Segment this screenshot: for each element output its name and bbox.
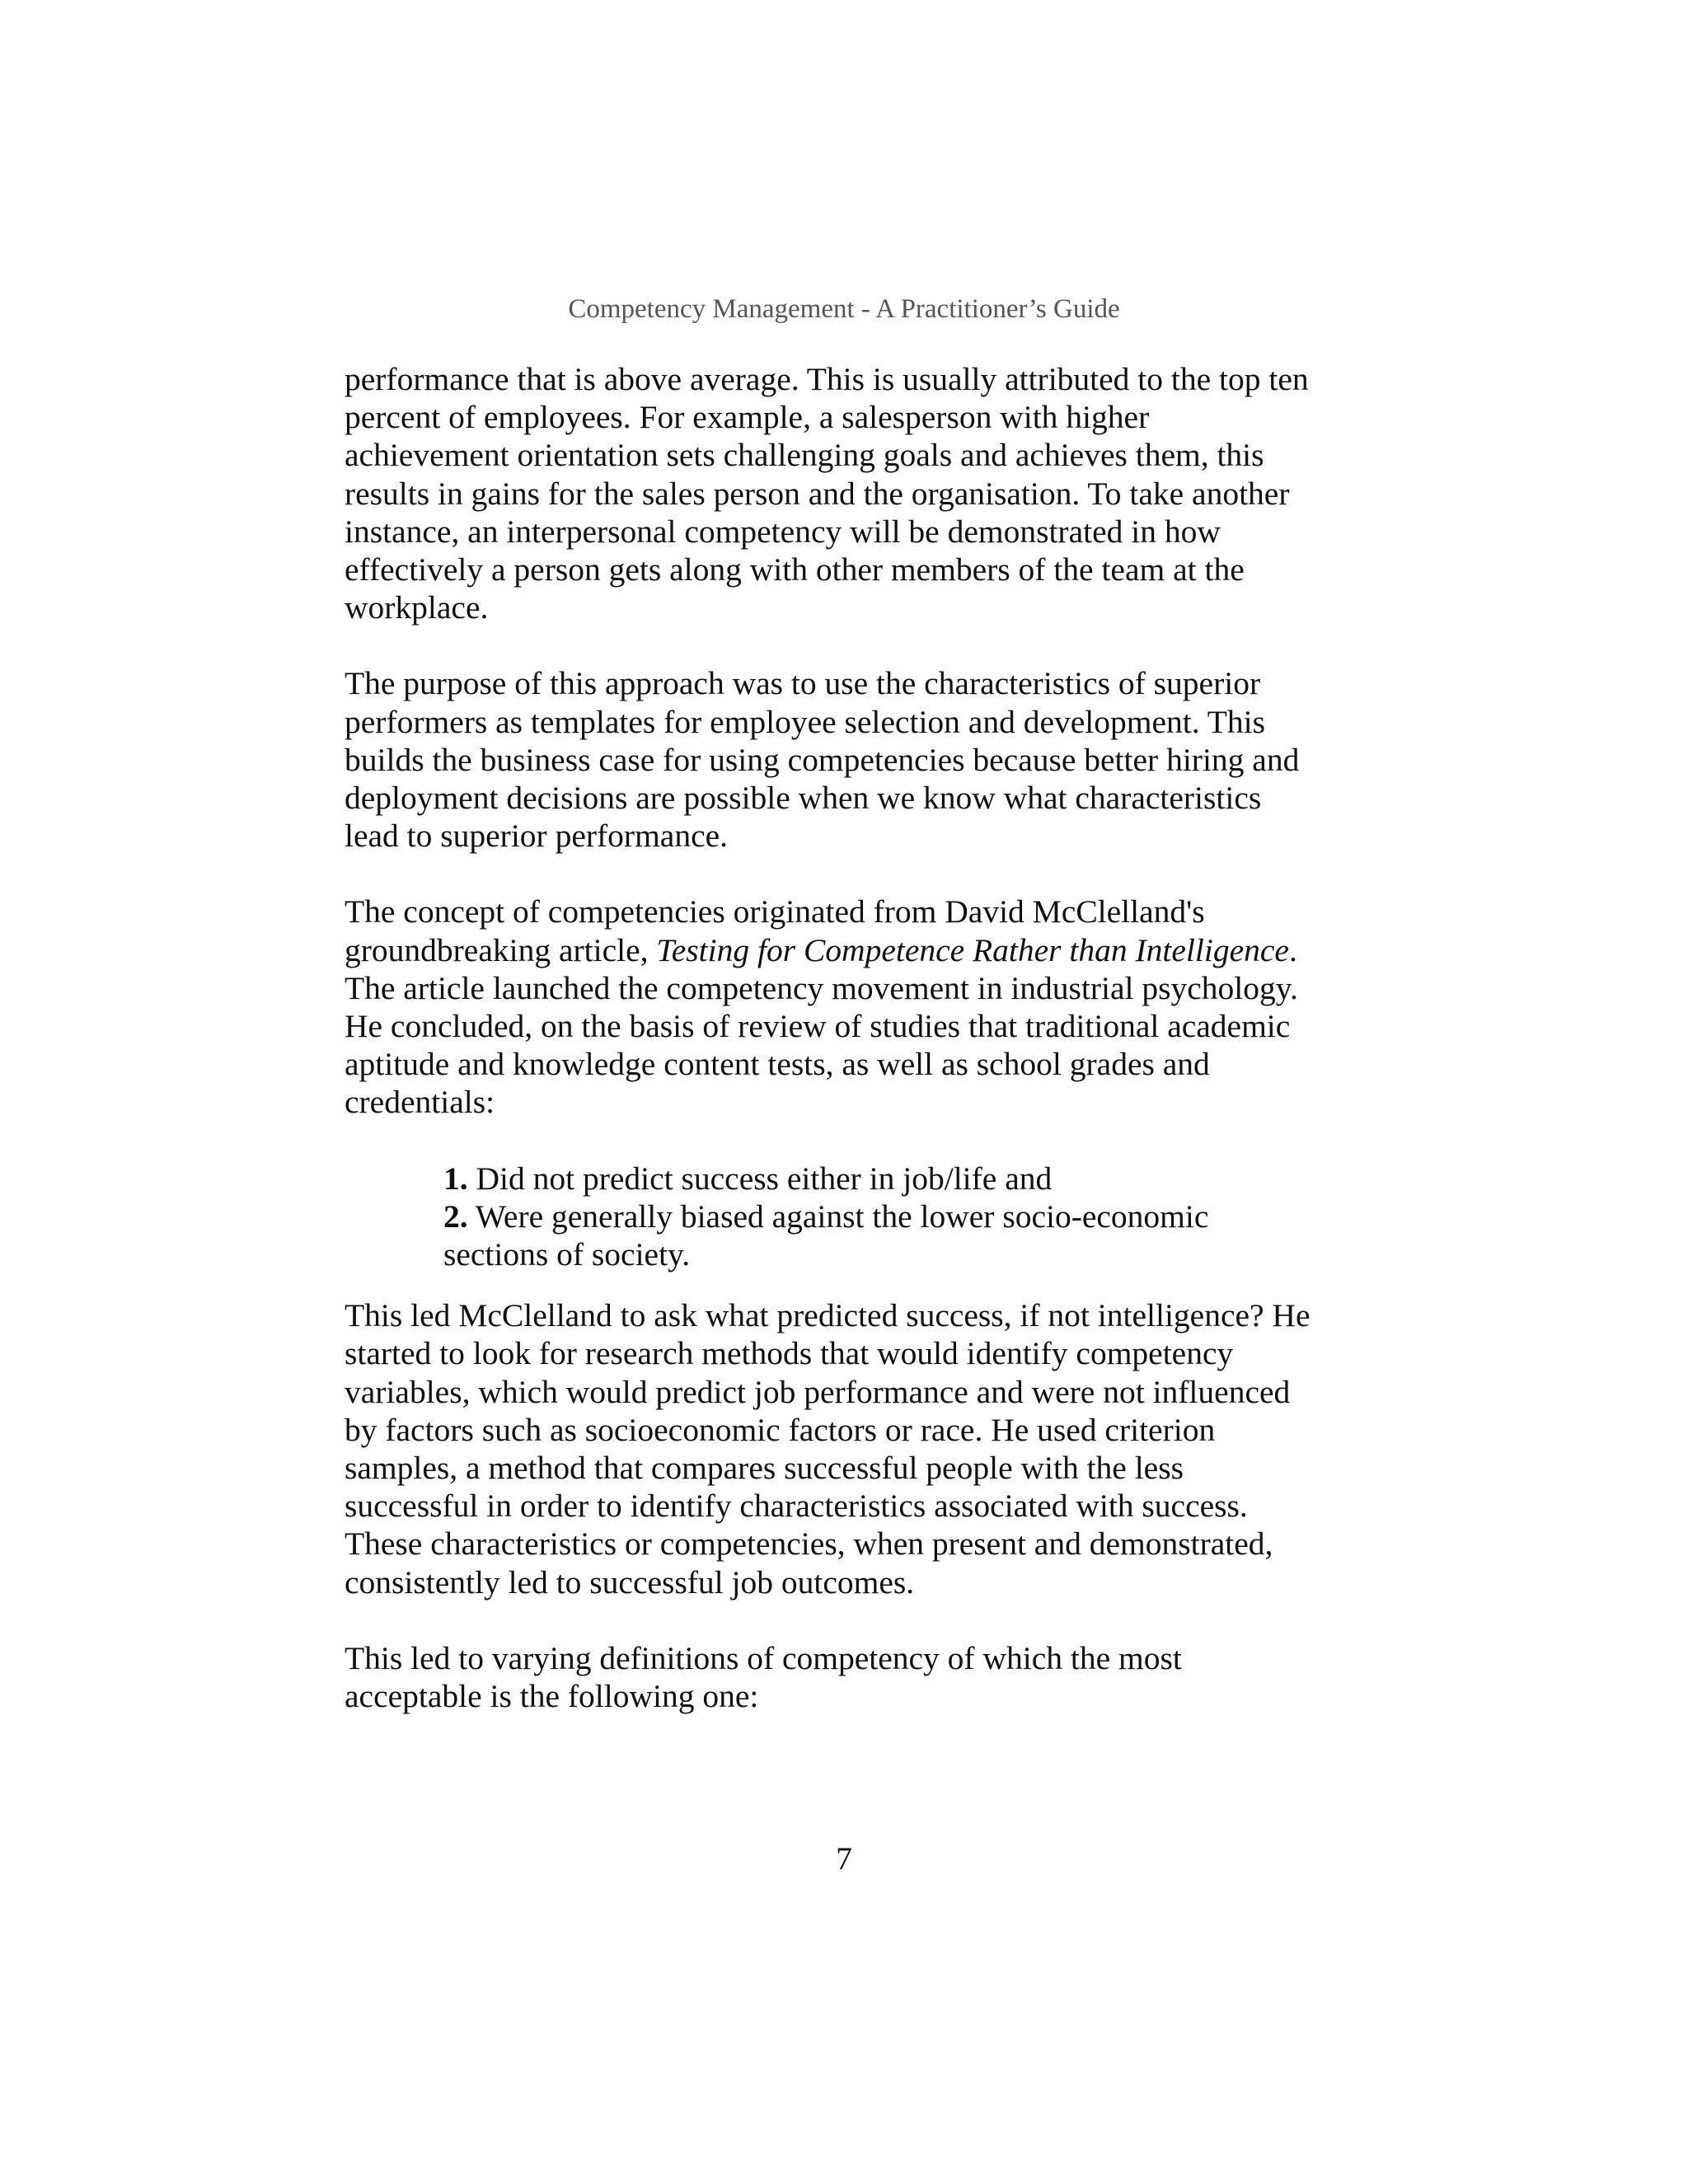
text-line: samples, a method that compares successful people with the less bbox=[345, 1450, 1184, 1487]
article-title: Testing for Competence Rather than Intelligence bbox=[656, 931, 1289, 968]
text-line: lead to superior performance. bbox=[345, 818, 729, 855]
text-line: These characteristics or competencies, when present and demonstrated, bbox=[345, 1526, 1273, 1563]
list-text: Were generally biased against the lower socio-economic bbox=[475, 1197, 1209, 1235]
page-number: 7 bbox=[836, 1840, 852, 1877]
text-line: deployment decisions are possible when we know what characteristics bbox=[345, 780, 1262, 817]
text-line: The purpose of this approach was to use the characteristics of superior bbox=[345, 665, 1261, 702]
text-run: . bbox=[1288, 931, 1297, 968]
text-line: credentials: bbox=[345, 1084, 495, 1121]
text-line: by factors such as socioeconomic factors or race. He used criterion bbox=[345, 1411, 1216, 1448]
text-line: workplace. bbox=[345, 589, 489, 626]
text-line: consistently led to successful job outcomes. bbox=[345, 1563, 915, 1601]
text-line: aptitude and knowledge content tests, as well as school grades and bbox=[345, 1046, 1210, 1083]
paragraph-definitions bbox=[345, 1639, 1367, 1715]
text-line: He concluded, on the basis of review of studies that traditional academic bbox=[345, 1008, 1291, 1045]
text-line bbox=[443, 1197, 1367, 1235]
text-line: started to look for research methods that would identify competency bbox=[345, 1335, 1234, 1372]
paragraph-performance bbox=[345, 360, 1367, 626]
text-line: results in gains for the sales person and the organisation. To take another bbox=[345, 475, 1290, 512]
text-line bbox=[443, 1160, 1367, 1197]
text-run: groundbreaking article, bbox=[345, 931, 657, 968]
paragraph-purpose bbox=[345, 664, 1367, 855]
list-number: 2. bbox=[443, 1197, 468, 1235]
text-line: achievement orientation sets challenging goals and achieves them, this bbox=[345, 437, 1264, 474]
text-line: percent of employees. For example, a salesperson with higher bbox=[345, 399, 1150, 436]
list-item bbox=[443, 1160, 1367, 1197]
text-line: performers as templates for employee selection and development. This bbox=[345, 703, 1265, 740]
text-line: performance that is above average. This is usually attributed to the top ten bbox=[345, 361, 1309, 397]
running-header: Competency Management - A Practitioner’s Guide bbox=[568, 294, 1120, 324]
text-line: variables, which would predict job performance and were not influenced bbox=[345, 1373, 1291, 1410]
list-text: Did not predict success either in job/life and bbox=[476, 1160, 1053, 1197]
text-line: This led McClelland to ask what predicted success, if not intelligence? He bbox=[345, 1297, 1311, 1334]
text-line bbox=[345, 931, 1367, 969]
text-line: successful in order to identify characteristics associated with success. bbox=[345, 1488, 1248, 1525]
text-line: acceptable is the following one: bbox=[345, 1678, 759, 1715]
paragraph-concept bbox=[345, 893, 1367, 1121]
text-line: This led to varying definitions of competency of which the most bbox=[345, 1639, 1182, 1676]
page-body bbox=[345, 360, 1367, 1715]
text-line: effectively a person gets along with other members of the team at the bbox=[345, 551, 1245, 588]
numbered-list bbox=[345, 1160, 1367, 1274]
list-number: 1. bbox=[443, 1160, 468, 1197]
text-line: sections of society. bbox=[443, 1236, 691, 1273]
list-item bbox=[443, 1197, 1367, 1273]
text-line: The article launched the competency movement in industrial psychology. bbox=[345, 969, 1298, 1006]
text-line: instance, an interpersonal competency will be demonstrated in how bbox=[345, 513, 1221, 550]
paragraph-mcclelland bbox=[345, 1296, 1367, 1601]
text-line: The concept of competencies originated from David McClelland's bbox=[345, 893, 1205, 930]
text-line: builds the business case for using competencies because better hiring and bbox=[345, 741, 1300, 778]
